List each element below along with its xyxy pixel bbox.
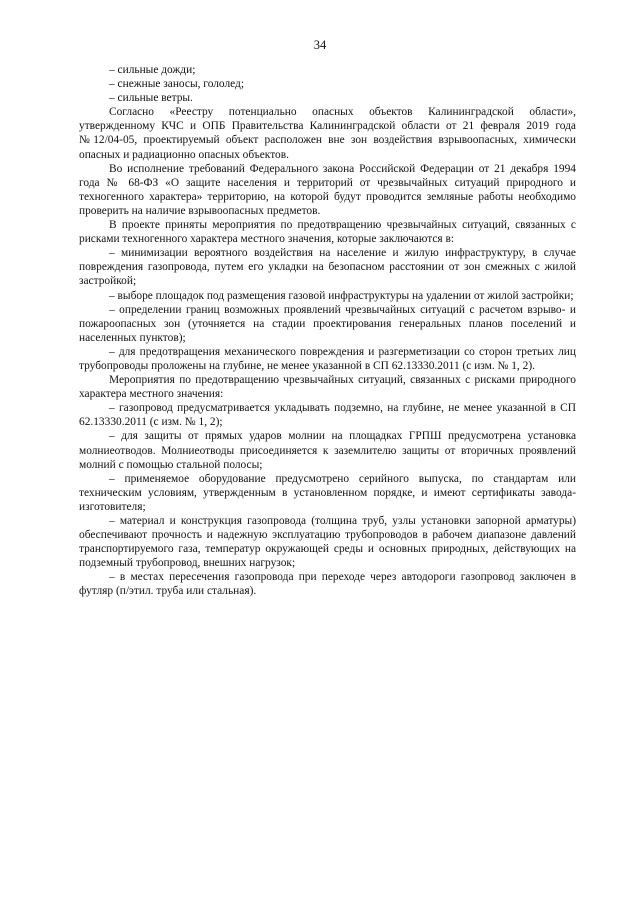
bullet-snow-ice: – снежные заносы, гололед; [109, 78, 245, 91]
bullet-site-selection: – выборе площадок под размещения газовой инфраструктуры на удалении от жилой застройки; [109, 289, 574, 302]
paragraph-federal-law: Во исполнение требований Федерального закона Российской Федерации от 21 декабря 1994 года № 68-ФЗ «О защите населения и территорий от чрезвычайных ситуаций природного и техногенного характера» территорию, на которой будут проводится земляные работы необходимо проверить на наличие взрывоопасных предметов. [79, 162, 576, 217]
bullet-pipe-depth: – для предотвращения механического повреждения и разгерметизации со сторон третьих лиц трубопроводы проложены на глубине, не менее указанной в СП 62.13330.2011 (с изм. № 1, 2). [79, 345, 576, 372]
document-body [79, 63, 576, 599]
bullet-underground-laying: – газопровод предусматривается укладывать подземно, на глубине, не менее указанной в СП 62.13330.2011 (с изм. № 1, 2); [79, 402, 576, 429]
page-number: 34 [313, 38, 327, 52]
bullet-zone-boundaries: – определении границ возможных проявлений чрезвычайных ситуаций с расчетом взрыво- и пожароопасных зон (уточняется на стадии проектирования генеральных планов поселений и населенных пунктов); [79, 303, 576, 344]
bullet-strong-winds: – сильные ветры. [109, 92, 193, 105]
bullet-road-crossings: – в местах пересечения газопровода при переходе через автодороги газопровод заключен в футляр (п/этил. труба или стальная). [79, 571, 576, 598]
paragraph-hazard-registry: Согласно «Реестру потенциально опасных объектов Калининградской области», утвержденному КЧС и ОПБ Правительства Калининградской области от 21 февраля 2019 года №12/04-05, проектируемый объект расположен вне зон воздействия взрывоопасных, химически опасных и радиационно опасных объектов. [79, 106, 576, 161]
bullet-heavy-rain: – сильные дожди; [109, 64, 196, 76]
bullet-lightning-protection: – для защиты от прямых ударов молнии на площадках ГРПШ предусмотрена установка молниеотводов. Молниеотводы присоединяется к заземлителю защиты от вторичных проявлений молний с помощью стальной полосы; [79, 430, 576, 471]
paragraph-natural-measures: Мероприятия по предотвращению чрезвычайных ситуаций, связанных с рисками природного характера местного значения: [79, 374, 576, 401]
bullet-minimize-impact: – минимизации вероятного воздействия на население и жилую инфраструктуру, в случае повреждения газопровода, путем его укладки на безопасном расстоянии от зон смежных с жилой застройкой; [79, 247, 576, 288]
paragraph-technogenic-measures: В проекте приняты мероприятия по предотвращению чрезвычайных ситуаций, связанных с рисками техногенного характера местного значения, которые заключаются в: [79, 219, 576, 246]
bullet-pipeline-strength: – материал и конструкция газопровода (толщина труб, узлы установки запорной арматуры) обеспечивают прочность и надежную эксплуатацию трубопроводов в рабочем диапазоне давлений транспортируемого газа, температур окружающей среды и основных природных, действующих на подземный трубопровод, внешних нагрузок; [79, 515, 576, 570]
bullet-certified-equipment: – применяемое оборудование предусмотрено серийного выпуска, по стандартам или техническим условиям, утвержденным в установленном порядке, и имеют сертификаты завода-изготовителя; [79, 472, 576, 513]
